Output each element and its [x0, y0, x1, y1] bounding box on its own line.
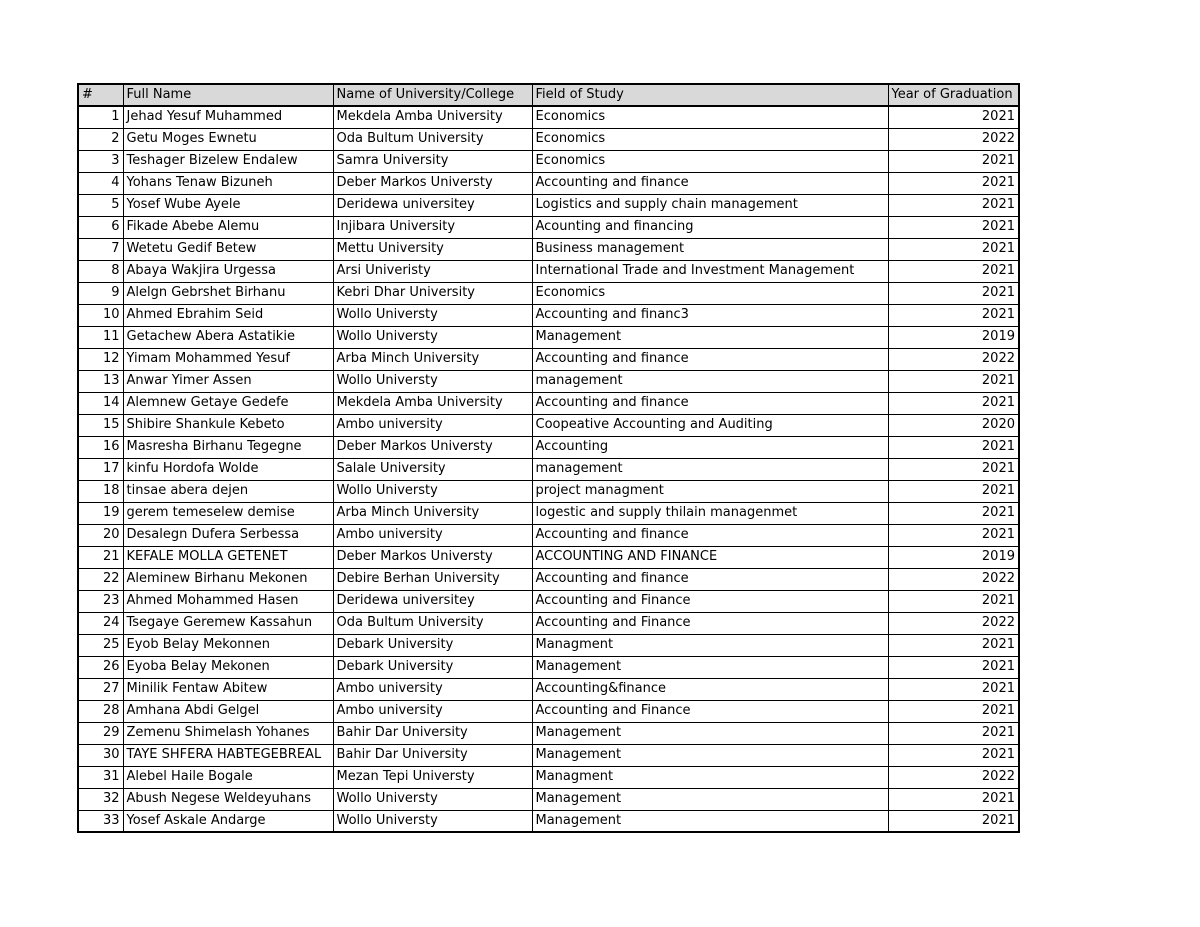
cell-row-number: 27	[78, 678, 123, 700]
cell-field-of-study: Management	[532, 810, 888, 832]
cell-full-name: Wetetu Gedif Betew	[123, 238, 333, 260]
cell-university: Mettu University	[333, 238, 532, 260]
cell-graduation-year: 2021	[888, 634, 1019, 656]
cell-field-of-study: Economics	[532, 128, 888, 150]
cell-graduation-year: 2021	[888, 260, 1019, 282]
table-row	[78, 656, 1019, 678]
table-row	[78, 568, 1019, 590]
cell-row-number: 10	[78, 304, 123, 326]
table-row	[78, 304, 1019, 326]
cell-field-of-study: Accounting and finance	[532, 568, 888, 590]
cell-graduation-year: 2022	[888, 568, 1019, 590]
cell-row-number: 3	[78, 150, 123, 172]
cell-field-of-study: Accounting and finance	[532, 524, 888, 546]
header-number: #	[78, 84, 123, 106]
cell-row-number: 23	[78, 590, 123, 612]
cell-university: Ambo university	[333, 678, 532, 700]
graduates-sheet	[77, 83, 1018, 833]
table-row	[78, 194, 1019, 216]
cell-graduation-year: 2021	[888, 172, 1019, 194]
cell-field-of-study: Accounting and Finance	[532, 612, 888, 634]
cell-row-number: 25	[78, 634, 123, 656]
cell-field-of-study: Accounting and finance	[532, 172, 888, 194]
cell-row-number: 22	[78, 568, 123, 590]
cell-university: Deber Markos Universty	[333, 436, 532, 458]
header-field-of-study: Field of Study	[532, 84, 888, 106]
table-row	[78, 480, 1019, 502]
cell-graduation-year: 2019	[888, 546, 1019, 568]
cell-university: Oda Bultum University	[333, 128, 532, 150]
cell-row-number: 32	[78, 788, 123, 810]
cell-full-name: tinsae abera dejen	[123, 480, 333, 502]
cell-graduation-year: 2021	[888, 524, 1019, 546]
cell-field-of-study: Accounting and Finance	[532, 700, 888, 722]
cell-row-number: 5	[78, 194, 123, 216]
cell-row-number: 8	[78, 260, 123, 282]
cell-full-name: Masresha Birhanu Tegegne	[123, 436, 333, 458]
table-row	[78, 106, 1019, 128]
cell-full-name: Yohans Tenaw Bizuneh	[123, 172, 333, 194]
table-row	[78, 172, 1019, 194]
cell-row-number: 17	[78, 458, 123, 480]
cell-row-number: 9	[78, 282, 123, 304]
cell-graduation-year: 2021	[888, 150, 1019, 172]
cell-full-name: Eyob Belay Mekonnen	[123, 634, 333, 656]
table-row	[78, 326, 1019, 348]
cell-field-of-study: Economics	[532, 106, 888, 128]
cell-row-number: 28	[78, 700, 123, 722]
cell-field-of-study: Management	[532, 722, 888, 744]
cell-full-name: Alemnew Getaye Gedefe	[123, 392, 333, 414]
header-row	[78, 84, 1019, 106]
cell-row-number: 6	[78, 216, 123, 238]
cell-field-of-study: project managment	[532, 480, 888, 502]
cell-row-number: 31	[78, 766, 123, 788]
cell-university: Arba Minch University	[333, 348, 532, 370]
cell-field-of-study: ACCOUNTING AND FINANCE	[532, 546, 888, 568]
table-row	[78, 458, 1019, 480]
cell-field-of-study: Logistics and supply chain management	[532, 194, 888, 216]
table-row	[78, 128, 1019, 150]
cell-full-name: Yimam Mohammed Yesuf	[123, 348, 333, 370]
cell-university: Ambo university	[333, 414, 532, 436]
cell-graduation-year: 2021	[888, 656, 1019, 678]
cell-row-number: 14	[78, 392, 123, 414]
cell-row-number: 21	[78, 546, 123, 568]
cell-field-of-study: Management	[532, 326, 888, 348]
cell-university: Wollo Universty	[333, 370, 532, 392]
cell-row-number: 11	[78, 326, 123, 348]
cell-university: Mekdela Amba University	[333, 106, 532, 128]
cell-row-number: 29	[78, 722, 123, 744]
cell-full-name: Aleminew Birhanu Mekonen	[123, 568, 333, 590]
cell-field-of-study: Acounting and financing	[532, 216, 888, 238]
cell-university: Deridewa universitey	[333, 194, 532, 216]
table-row	[78, 436, 1019, 458]
table-row	[78, 722, 1019, 744]
cell-graduation-year: 2020	[888, 414, 1019, 436]
cell-graduation-year: 2021	[888, 700, 1019, 722]
table-row	[78, 150, 1019, 172]
cell-full-name: KEFALE MOLLA GETENET	[123, 546, 333, 568]
table-row	[78, 700, 1019, 722]
cell-field-of-study: Management	[532, 788, 888, 810]
cell-university: Deber Markos Universty	[333, 546, 532, 568]
cell-graduation-year: 2022	[888, 766, 1019, 788]
cell-row-number: 2	[78, 128, 123, 150]
cell-graduation-year: 2021	[888, 788, 1019, 810]
cell-university: Ambo university	[333, 524, 532, 546]
table-row	[78, 370, 1019, 392]
table-row	[78, 282, 1019, 304]
cell-row-number: 19	[78, 502, 123, 524]
cell-field-of-study: Accounting and financ3	[532, 304, 888, 326]
cell-university: Arsi Univeristy	[333, 260, 532, 282]
cell-field-of-study: Management	[532, 744, 888, 766]
table-row	[78, 590, 1019, 612]
cell-graduation-year: 2021	[888, 744, 1019, 766]
cell-full-name: Alelgn Gebrshet Birhanu	[123, 282, 333, 304]
cell-row-number: 7	[78, 238, 123, 260]
header-full-name: Full Name	[123, 84, 333, 106]
cell-full-name: Getachew Abera Astatikie	[123, 326, 333, 348]
table-row	[78, 524, 1019, 546]
cell-university: Samra University	[333, 150, 532, 172]
cell-full-name: Anwar Yimer Assen	[123, 370, 333, 392]
cell-graduation-year: 2021	[888, 216, 1019, 238]
cell-full-name: gerem temeselew demise	[123, 502, 333, 524]
cell-row-number: 33	[78, 810, 123, 832]
table-row	[78, 414, 1019, 436]
cell-field-of-study: Business management	[532, 238, 888, 260]
cell-university: Wollo Universty	[333, 810, 532, 832]
table-row	[78, 634, 1019, 656]
cell-graduation-year: 2021	[888, 106, 1019, 128]
cell-field-of-study: Accounting and finance	[532, 348, 888, 370]
cell-full-name: Zemenu Shimelash Yohanes	[123, 722, 333, 744]
cell-full-name: Fikade Abebe Alemu	[123, 216, 333, 238]
cell-full-name: Getu Moges Ewnetu	[123, 128, 333, 150]
cell-university: Mekdela Amba University	[333, 392, 532, 414]
cell-graduation-year: 2021	[888, 810, 1019, 832]
header-year-of-graduation: Year of Graduation	[888, 84, 1019, 106]
cell-graduation-year: 2022	[888, 128, 1019, 150]
cell-university: Arba Minch University	[333, 502, 532, 524]
table-row	[78, 766, 1019, 788]
cell-university: Ambo university	[333, 700, 532, 722]
cell-field-of-study: Accounting	[532, 436, 888, 458]
cell-field-of-study: management	[532, 458, 888, 480]
cell-row-number: 24	[78, 612, 123, 634]
cell-row-number: 30	[78, 744, 123, 766]
table-row	[78, 392, 1019, 414]
cell-full-name: Shibire Shankule Kebeto	[123, 414, 333, 436]
cell-field-of-study: management	[532, 370, 888, 392]
cell-full-name: Yosef Askale Andarge	[123, 810, 333, 832]
cell-row-number: 16	[78, 436, 123, 458]
table-body	[78, 106, 1019, 832]
table-row	[78, 260, 1019, 282]
cell-full-name: Alebel Haile Bogale	[123, 766, 333, 788]
cell-university: Debire Berhan University	[333, 568, 532, 590]
cell-full-name: Yosef Wube Ayele	[123, 194, 333, 216]
cell-graduation-year: 2021	[888, 392, 1019, 414]
cell-graduation-year: 2021	[888, 480, 1019, 502]
table-row	[78, 678, 1019, 700]
cell-graduation-year: 2021	[888, 436, 1019, 458]
cell-row-number: 4	[78, 172, 123, 194]
cell-full-name: Eyoba Belay Mekonen	[123, 656, 333, 678]
cell-graduation-year: 2021	[888, 304, 1019, 326]
cell-university: Injibara University	[333, 216, 532, 238]
table-row	[78, 788, 1019, 810]
cell-full-name: Amhana Abdi Gelgel	[123, 700, 333, 722]
cell-full-name: Ahmed Mohammed Hasen	[123, 590, 333, 612]
cell-graduation-year: 2022	[888, 348, 1019, 370]
cell-university: Bahir Dar University	[333, 722, 532, 744]
cell-row-number: 20	[78, 524, 123, 546]
cell-full-name: Desalegn Dufera Serbessa	[123, 524, 333, 546]
table-row	[78, 216, 1019, 238]
cell-graduation-year: 2021	[888, 590, 1019, 612]
cell-university: Wollo Universty	[333, 326, 532, 348]
graduates-table	[77, 83, 1020, 833]
cell-graduation-year: 2021	[888, 678, 1019, 700]
cell-field-of-study: Accounting and finance	[532, 392, 888, 414]
table-row	[78, 744, 1019, 766]
cell-row-number: 15	[78, 414, 123, 436]
cell-full-name: Jehad Yesuf Muhammed	[123, 106, 333, 128]
cell-row-number: 26	[78, 656, 123, 678]
cell-row-number: 18	[78, 480, 123, 502]
cell-graduation-year: 2021	[888, 370, 1019, 392]
cell-university: Wollo Universty	[333, 304, 532, 326]
cell-full-name: TAYE SHFERA HABTEGEBREAL	[123, 744, 333, 766]
table-row	[78, 238, 1019, 260]
cell-field-of-study: International Trade and Investment Management	[532, 260, 888, 282]
cell-field-of-study: logestic and supply thilain managenmet	[532, 502, 888, 524]
cell-field-of-study: Economics	[532, 150, 888, 172]
cell-university: Debark University	[333, 634, 532, 656]
cell-row-number: 13	[78, 370, 123, 392]
cell-university: Bahir Dar University	[333, 744, 532, 766]
cell-full-name: kinfu Hordofa Wolde	[123, 458, 333, 480]
cell-university: Kebri Dhar University	[333, 282, 532, 304]
cell-row-number: 12	[78, 348, 123, 370]
cell-field-of-study: Coopeative Accounting and Auditing	[532, 414, 888, 436]
cell-field-of-study: Accounting&finance	[532, 678, 888, 700]
cell-full-name: Ahmed Ebrahim Seid	[123, 304, 333, 326]
cell-field-of-study: Management	[532, 656, 888, 678]
cell-university: Wollo Universty	[333, 788, 532, 810]
cell-full-name: Teshager Bizelew Endalew	[123, 150, 333, 172]
table-row	[78, 546, 1019, 568]
cell-university: Salale University	[333, 458, 532, 480]
header-university: Name of University/College	[333, 84, 532, 106]
cell-field-of-study: Economics	[532, 282, 888, 304]
cell-graduation-year: 2019	[888, 326, 1019, 348]
cell-graduation-year: 2021	[888, 722, 1019, 744]
cell-graduation-year: 2022	[888, 612, 1019, 634]
cell-graduation-year: 2021	[888, 502, 1019, 524]
table-row	[78, 612, 1019, 634]
table-row	[78, 810, 1019, 832]
cell-full-name: Tsegaye Geremew Kassahun	[123, 612, 333, 634]
cell-graduation-year: 2021	[888, 194, 1019, 216]
cell-full-name: Abaya Wakjira Urgessa	[123, 260, 333, 282]
cell-university: Deridewa universitey	[333, 590, 532, 612]
cell-field-of-study: Managment	[532, 766, 888, 788]
table-row	[78, 502, 1019, 524]
cell-graduation-year: 2021	[888, 238, 1019, 260]
cell-university: Mezan Tepi Universty	[333, 766, 532, 788]
cell-field-of-study: Managment	[532, 634, 888, 656]
cell-graduation-year: 2021	[888, 458, 1019, 480]
table-row	[78, 348, 1019, 370]
cell-university: Oda Bultum University	[333, 612, 532, 634]
cell-graduation-year: 2021	[888, 282, 1019, 304]
cell-field-of-study: Accounting and Finance	[532, 590, 888, 612]
cell-row-number: 1	[78, 106, 123, 128]
cell-full-name: Abush Negese Weldeyuhans	[123, 788, 333, 810]
cell-university: Debark University	[333, 656, 532, 678]
cell-university: Wollo Universty	[333, 480, 532, 502]
cell-full-name: Minilik Fentaw Abitew	[123, 678, 333, 700]
cell-university: Deber Markos Universty	[333, 172, 532, 194]
